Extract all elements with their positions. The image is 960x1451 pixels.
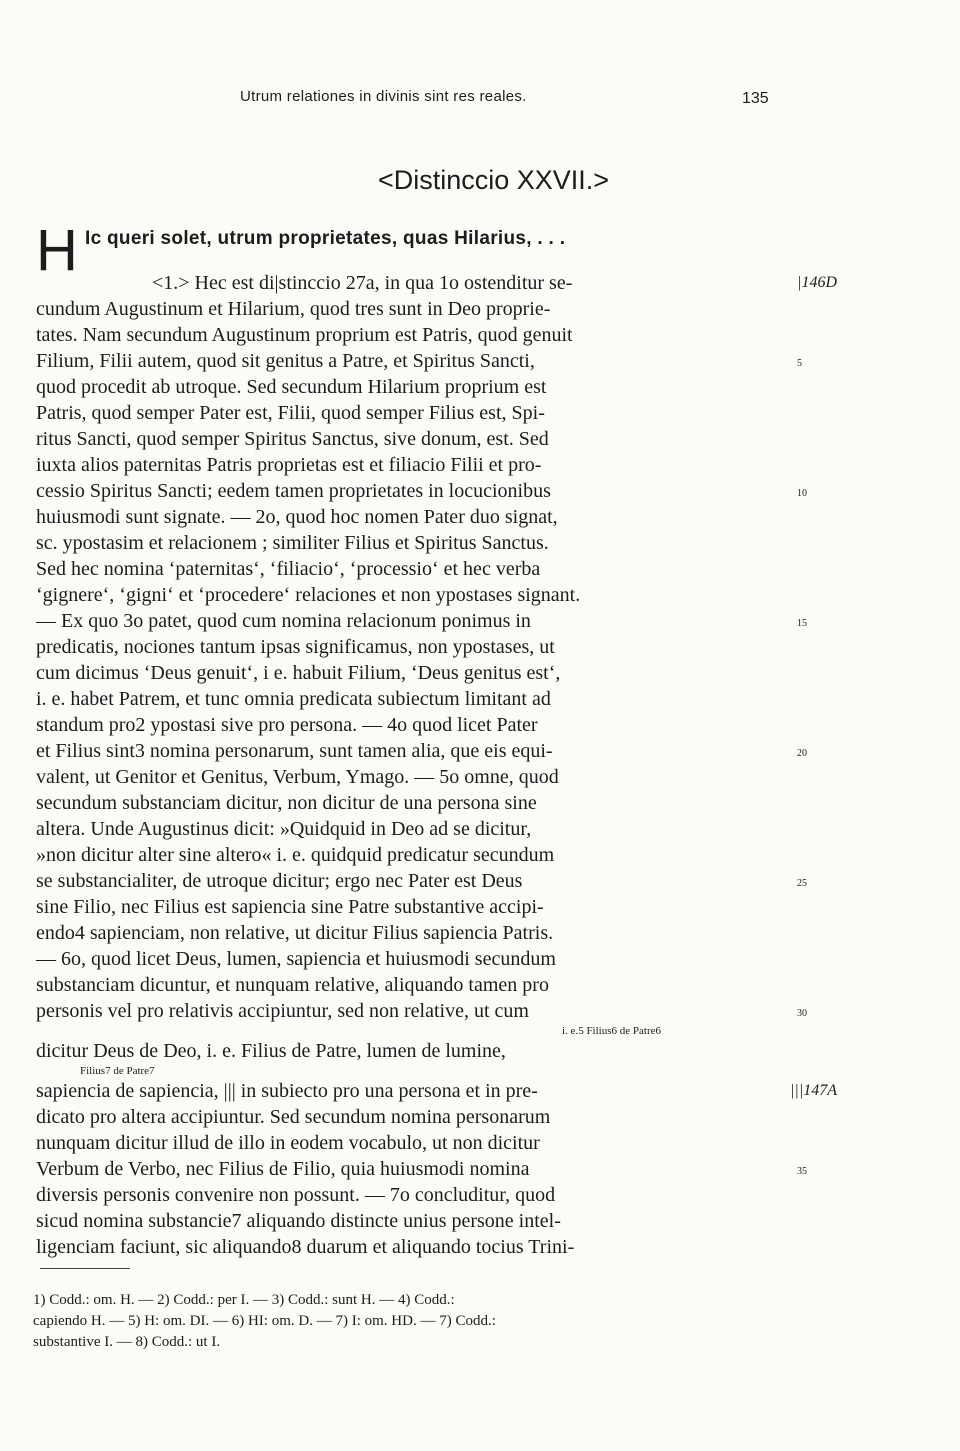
text-line <box>36 686 767 712</box>
text-line <box>36 816 767 842</box>
line-number: 5 <box>797 358 802 369</box>
line-text: Patris, quod semper Pater est, Filii, quod semper Filius est, Spi- <box>36 402 545 424</box>
line-text: personis vel pro relativis accipiuntur, sed non relative, ut cum <box>36 1000 529 1022</box>
line-text: quod procedit ab utroque. Sed secundum Hilarium proprium est <box>36 376 547 398</box>
text-line <box>36 1130 767 1156</box>
line-text: sapiencia de sapiencia, ||| in subiecto pro una persona et in pre- <box>36 1080 538 1102</box>
marginal-reference: |||147A <box>790 1082 837 1099</box>
line-text: — 6o, quod licet Deus, lumen, sapiencia et huiusmodi secundum <box>36 948 556 970</box>
text-line <box>36 790 767 816</box>
incipit: Ic queri solet, utrum proprietates, quas Hilarius, . . . <box>85 228 566 249</box>
text-line <box>36 426 767 452</box>
line-text: Filium, Filii autem, quod sit genitus a Patre, et Spiritus Sancti, <box>36 350 535 372</box>
line-number: 10 <box>797 488 807 499</box>
text-line <box>36 660 767 686</box>
line-text: altera. Unde Augustinus dicit: »Quidquid in Deo ad se dicitur, <box>36 818 532 840</box>
line-text: endo4 sapienciam, non relative, ut dicitur Filius sapiencia Patris. <box>36 922 554 944</box>
line-text: ligenciam faciunt, sic aliquando8 duarum et aliquando tocius Trini- <box>36 1236 575 1258</box>
line-number: 35 <box>797 1166 807 1177</box>
line-text: dicato pro altera accipiuntur. Sed secundum nomina personarum <box>36 1106 551 1128</box>
interlinear-gloss: i. e.5 Filius6 de Patre6 <box>562 1025 661 1037</box>
text-line <box>36 1234 767 1260</box>
marginal-reference: |146D <box>797 274 837 291</box>
text-line <box>36 1038 767 1064</box>
drop-initial: H <box>36 218 78 283</box>
text-line <box>36 608 807 634</box>
line-text: cessio Spiritus Sancti; eedem tamen proprietates in locucionibus <box>36 480 551 502</box>
interlinear-gloss: Filius7 de Patre7 <box>80 1065 155 1077</box>
footnote-line: substantive I. — 8) Codd.: ut I. <box>33 1334 221 1350</box>
line-text: se substancialiter, de utroque dicitur; ergo nec Pater est Deus <box>36 870 523 892</box>
text-line <box>36 894 767 920</box>
line-text: <1.> Hec est di|stinccio 27a, in qua 1o ostenditur se- <box>152 272 573 294</box>
line-text: ritus Sancti, quod semper Spiritus Sanctus, sive donum, est. Sed <box>36 428 549 450</box>
chapter-title-text: <Distinccio XXVII.> <box>377 165 610 195</box>
page-header <box>0 88 960 112</box>
line-text: substanciam dicuntur, et nunquam relative, aliquando tamen pro <box>36 974 549 996</box>
text-line <box>36 322 767 348</box>
line-text: sicud nomina substancie7 aliquando distincte unius persone intel- <box>36 1210 561 1232</box>
line-text: cundum Augustinum et Hilarium, quod tres sunt in Deo proprie- <box>36 298 551 320</box>
text-line <box>36 478 807 504</box>
line-text: standum pro2 ypostasi sive pro persona. — 4o quod licet Pater <box>36 714 538 736</box>
line-number: 30 <box>797 1008 807 1019</box>
line-text: tates. Nam secundum Augustinum proprium est Patris, quod genuit <box>36 324 573 346</box>
line-text: ‘gignere‘, ‘gigni‘ et ‘procedere‘ relaciones et non ypostases signant. <box>36 584 581 606</box>
text-line <box>36 556 767 582</box>
text-line <box>36 998 807 1024</box>
footnote-rule <box>40 1268 130 1269</box>
line-text: »non dicitur alter sine altero« i. e. quidquid predicatur secundum <box>36 844 555 866</box>
text-line <box>36 1208 767 1234</box>
line-text: cum dicimus ‘Deus genuit‘, i e. habuit Filium, ‘Deus genitus est‘, <box>36 662 561 684</box>
line-text: predicatis, nociones tantum ipsas significamus, non ypostases, ut <box>36 636 555 658</box>
text-line <box>36 296 767 322</box>
footnotes <box>33 1290 773 1353</box>
text-line <box>36 400 767 426</box>
text-line <box>36 1104 767 1130</box>
text-line <box>36 348 802 374</box>
text-line <box>36 972 767 998</box>
line-text: et Filius sint3 nomina personarum, sunt tamen alia, que eis equi- <box>36 740 553 762</box>
text-line <box>36 1156 807 1182</box>
text-line <box>36 738 807 764</box>
line-text: valent, ut Genitor et Genitus, Verbum, Ymago. — 5o omne, quod <box>36 766 559 788</box>
line-text: nunquam dicitur illud de illo in eodem vocabulo, ut non dicitur <box>36 1132 540 1154</box>
text-line <box>36 920 767 946</box>
page-number: 135 <box>742 90 769 107</box>
running-title: Utrum relationes in divinis sint res reales. <box>240 88 527 105</box>
text-line <box>36 868 807 894</box>
text-line <box>36 582 767 608</box>
text-line <box>36 270 837 296</box>
text-line <box>36 946 767 972</box>
line-number: 15 <box>797 618 807 629</box>
line-text: huiusmodi sunt signate. — 2o, quod hoc nomen Pater duo signat, <box>36 506 558 528</box>
line-text: sine Filio, nec Filius est sapiencia sine Patre substantive accipi- <box>36 896 544 918</box>
text-line <box>36 764 767 790</box>
line-text: secundum substanciam dicitur, non dicitur de una persona sine <box>36 792 537 814</box>
text-line <box>36 374 767 400</box>
text-line <box>36 1182 767 1208</box>
line-text: sc. ypostasim et relacionem ; similiter Filius et Spiritus Sanctus. <box>36 532 549 554</box>
text-line <box>36 530 767 556</box>
line-text: diversis personis convenire non possunt. — 7o concluditur, quod <box>36 1184 556 1206</box>
line-text: — Ex quo 3o patet, quod cum nomina relacionum ponimus in <box>36 610 531 632</box>
text-line <box>36 712 767 738</box>
line-number: 25 <box>797 878 807 889</box>
text-line <box>36 1078 837 1104</box>
footnote-line: 1) Codd.: om. H. — 2) Codd.: per I. — 3) Codd.: sunt H. — 4) Codd.: <box>33 1292 455 1308</box>
text-line <box>36 634 767 660</box>
line-text: Sed hec nomina ‘paternitas‘, ‘filiacio‘, ‘processio‘ et hec verba <box>36 558 541 580</box>
chapter-title <box>0 165 960 196</box>
line-text: Verbum de Verbo, nec Filius de Filio, quia huiusmodi nomina <box>36 1158 530 1180</box>
main-text <box>36 270 837 1260</box>
text-line <box>36 842 767 868</box>
line-text: i. e. habet Patrem, et tunc omnia predicata subiectum limitant ad <box>36 688 551 710</box>
line-text: iuxta alios paternitas Patris proprietas est et filiacio Filii et pro- <box>36 454 542 476</box>
text-line <box>36 504 767 530</box>
footnote-line: capiendo H. — 5) H: om. DI. — 6) HI: om. D. — 7) I: om. HD. — 7) Codd.: <box>33 1313 496 1329</box>
line-text: dicitur Deus de Deo, i. e. Filius de Patre, lumen de lumine, <box>36 1040 506 1062</box>
text-line <box>36 452 767 478</box>
line-number: 20 <box>797 748 807 759</box>
